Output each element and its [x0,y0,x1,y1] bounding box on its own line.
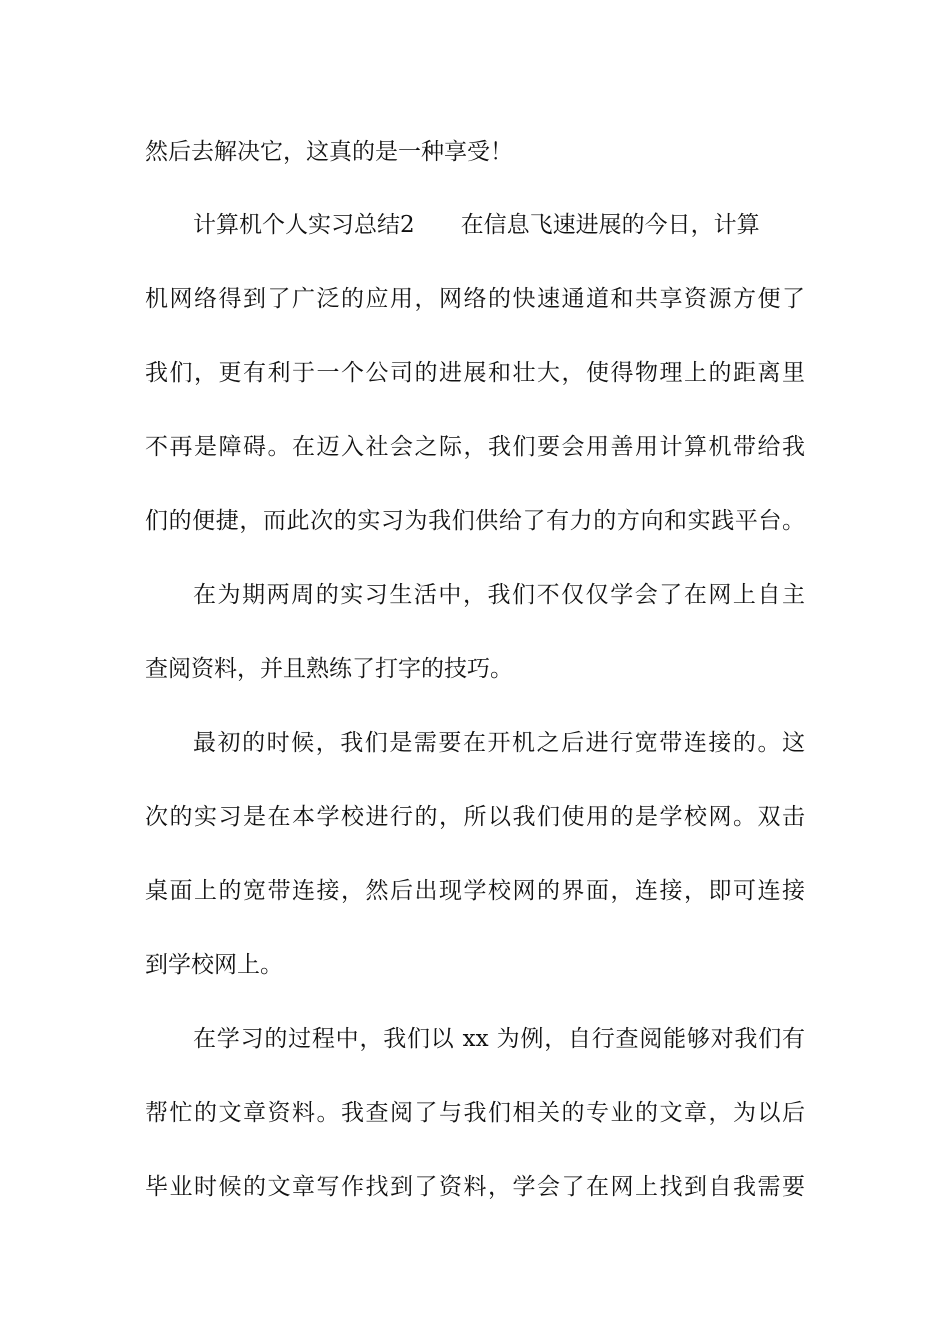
text-line: 然后去解决它，这真的是一种享受！ [145,139,513,165]
text-span: 在信息飞速进展的今日，计算 [460,212,760,238]
text-line: 不再是障碍。在迈入社会之际，我们要会用善用计算机带给我 [145,434,805,460]
text-line: 我们，更有利于一个公司的进展和壮大，使得物理上的距离里 [145,360,805,386]
text-line: 桌面上的宽带连接，然后出现学校网的界面，连接，即可连接 [145,878,805,904]
text-line: 到学校网上。 [145,952,283,978]
text-line: 在学习的过程中，我们以 xx 为例，自行查阅能够对我们有 [193,1026,805,1052]
text-line: 帮忙的文章资料。我查阅了与我们相关的专业的文章，为以后 [145,1100,805,1126]
section-title: 计算机个人实习总结2 [193,212,415,238]
text-line: 机网络得到了广泛的应用，网络的快速通道和共享资源方便了 [145,286,805,312]
text-line: 次的实习是在本学校进行的，所以我们使用的是学校网。双击 [145,804,805,830]
text-line [193,211,805,239]
text-line: 最初的时候，我们是需要在开机之后进行宽带连接的。这 [193,730,805,756]
text-line: 查阅资料，并且熟练了打字的技巧。 [145,656,513,682]
text-line: 们的便捷，而此次的实习为我们供给了有力的方向和实践平台。 [145,508,805,534]
text-line: 毕业时候的文章写作找到了资料，学会了在网上找到自我需要 [145,1174,805,1200]
text-line: 在为期两周的实习生活中，我们不仅仅学会了在网上自主 [193,582,805,608]
